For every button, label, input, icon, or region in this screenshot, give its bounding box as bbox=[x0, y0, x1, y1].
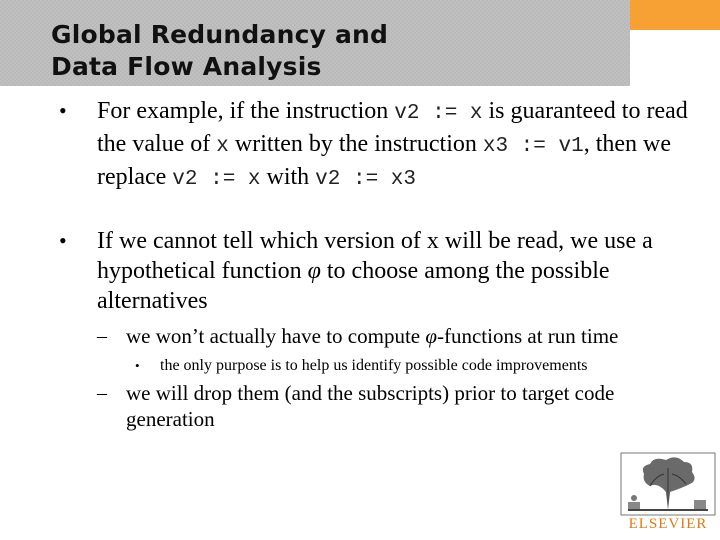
code-text: v2 := x3 bbox=[315, 168, 416, 191]
bullet-text: written by the instruction bbox=[228, 131, 483, 157]
code-text: v2 := x bbox=[394, 102, 483, 125]
elsevier-wordmark: ELSEVIER bbox=[628, 516, 708, 532]
subbullet-text: we won’t actually have to compute bbox=[126, 324, 426, 348]
accent-block bbox=[630, 0, 720, 30]
subbullet-text: we will drop them (and the subscripts) prior to target code generation bbox=[126, 381, 615, 431]
bullet-marker: • bbox=[59, 228, 67, 253]
bullet-text: , then we replace bbox=[97, 131, 672, 190]
code-text: x bbox=[216, 135, 229, 158]
title-line-2: Data Flow Analysis bbox=[51, 52, 322, 81]
phi-symbol: φ bbox=[425, 324, 437, 348]
code-text: v2 := x bbox=[172, 168, 261, 191]
slide-title bbox=[51, 19, 611, 83]
subbullet-2 bbox=[97, 380, 706, 432]
subbullet-marker: – bbox=[97, 382, 107, 404]
bullet-2 bbox=[59, 226, 697, 316]
subsubbullet-marker: • bbox=[135, 358, 140, 373]
bullet-marker: • bbox=[59, 98, 67, 123]
bullet-1 bbox=[59, 96, 697, 195]
subsubbullet-1 bbox=[135, 356, 710, 376]
code-text: x3 := v1 bbox=[482, 135, 584, 158]
bullet-text: For example, if the instruction bbox=[97, 98, 395, 124]
bullet-text: If we cannot tell which version of x will be read, we use a hypothetical function bbox=[97, 228, 653, 284]
subbullet-text: -functions at run time bbox=[436, 324, 619, 348]
subsubbullet-text: the only purpose is to help us identify possible code improvements bbox=[160, 357, 588, 374]
bullet-text: is guaranteed to read the value of bbox=[97, 98, 688, 157]
bullet-text: with bbox=[260, 164, 316, 190]
title-line-1: Global Redundancy and bbox=[51, 20, 389, 49]
bullet-text: to choose among the possible alternatives bbox=[97, 258, 610, 314]
phi-symbol: φ bbox=[307, 258, 321, 284]
elsevier-logo bbox=[620, 452, 716, 536]
subbullet-marker: – bbox=[97, 325, 107, 347]
subbullet-1 bbox=[97, 323, 706, 349]
elsevier-tree-icon bbox=[620, 452, 716, 516]
